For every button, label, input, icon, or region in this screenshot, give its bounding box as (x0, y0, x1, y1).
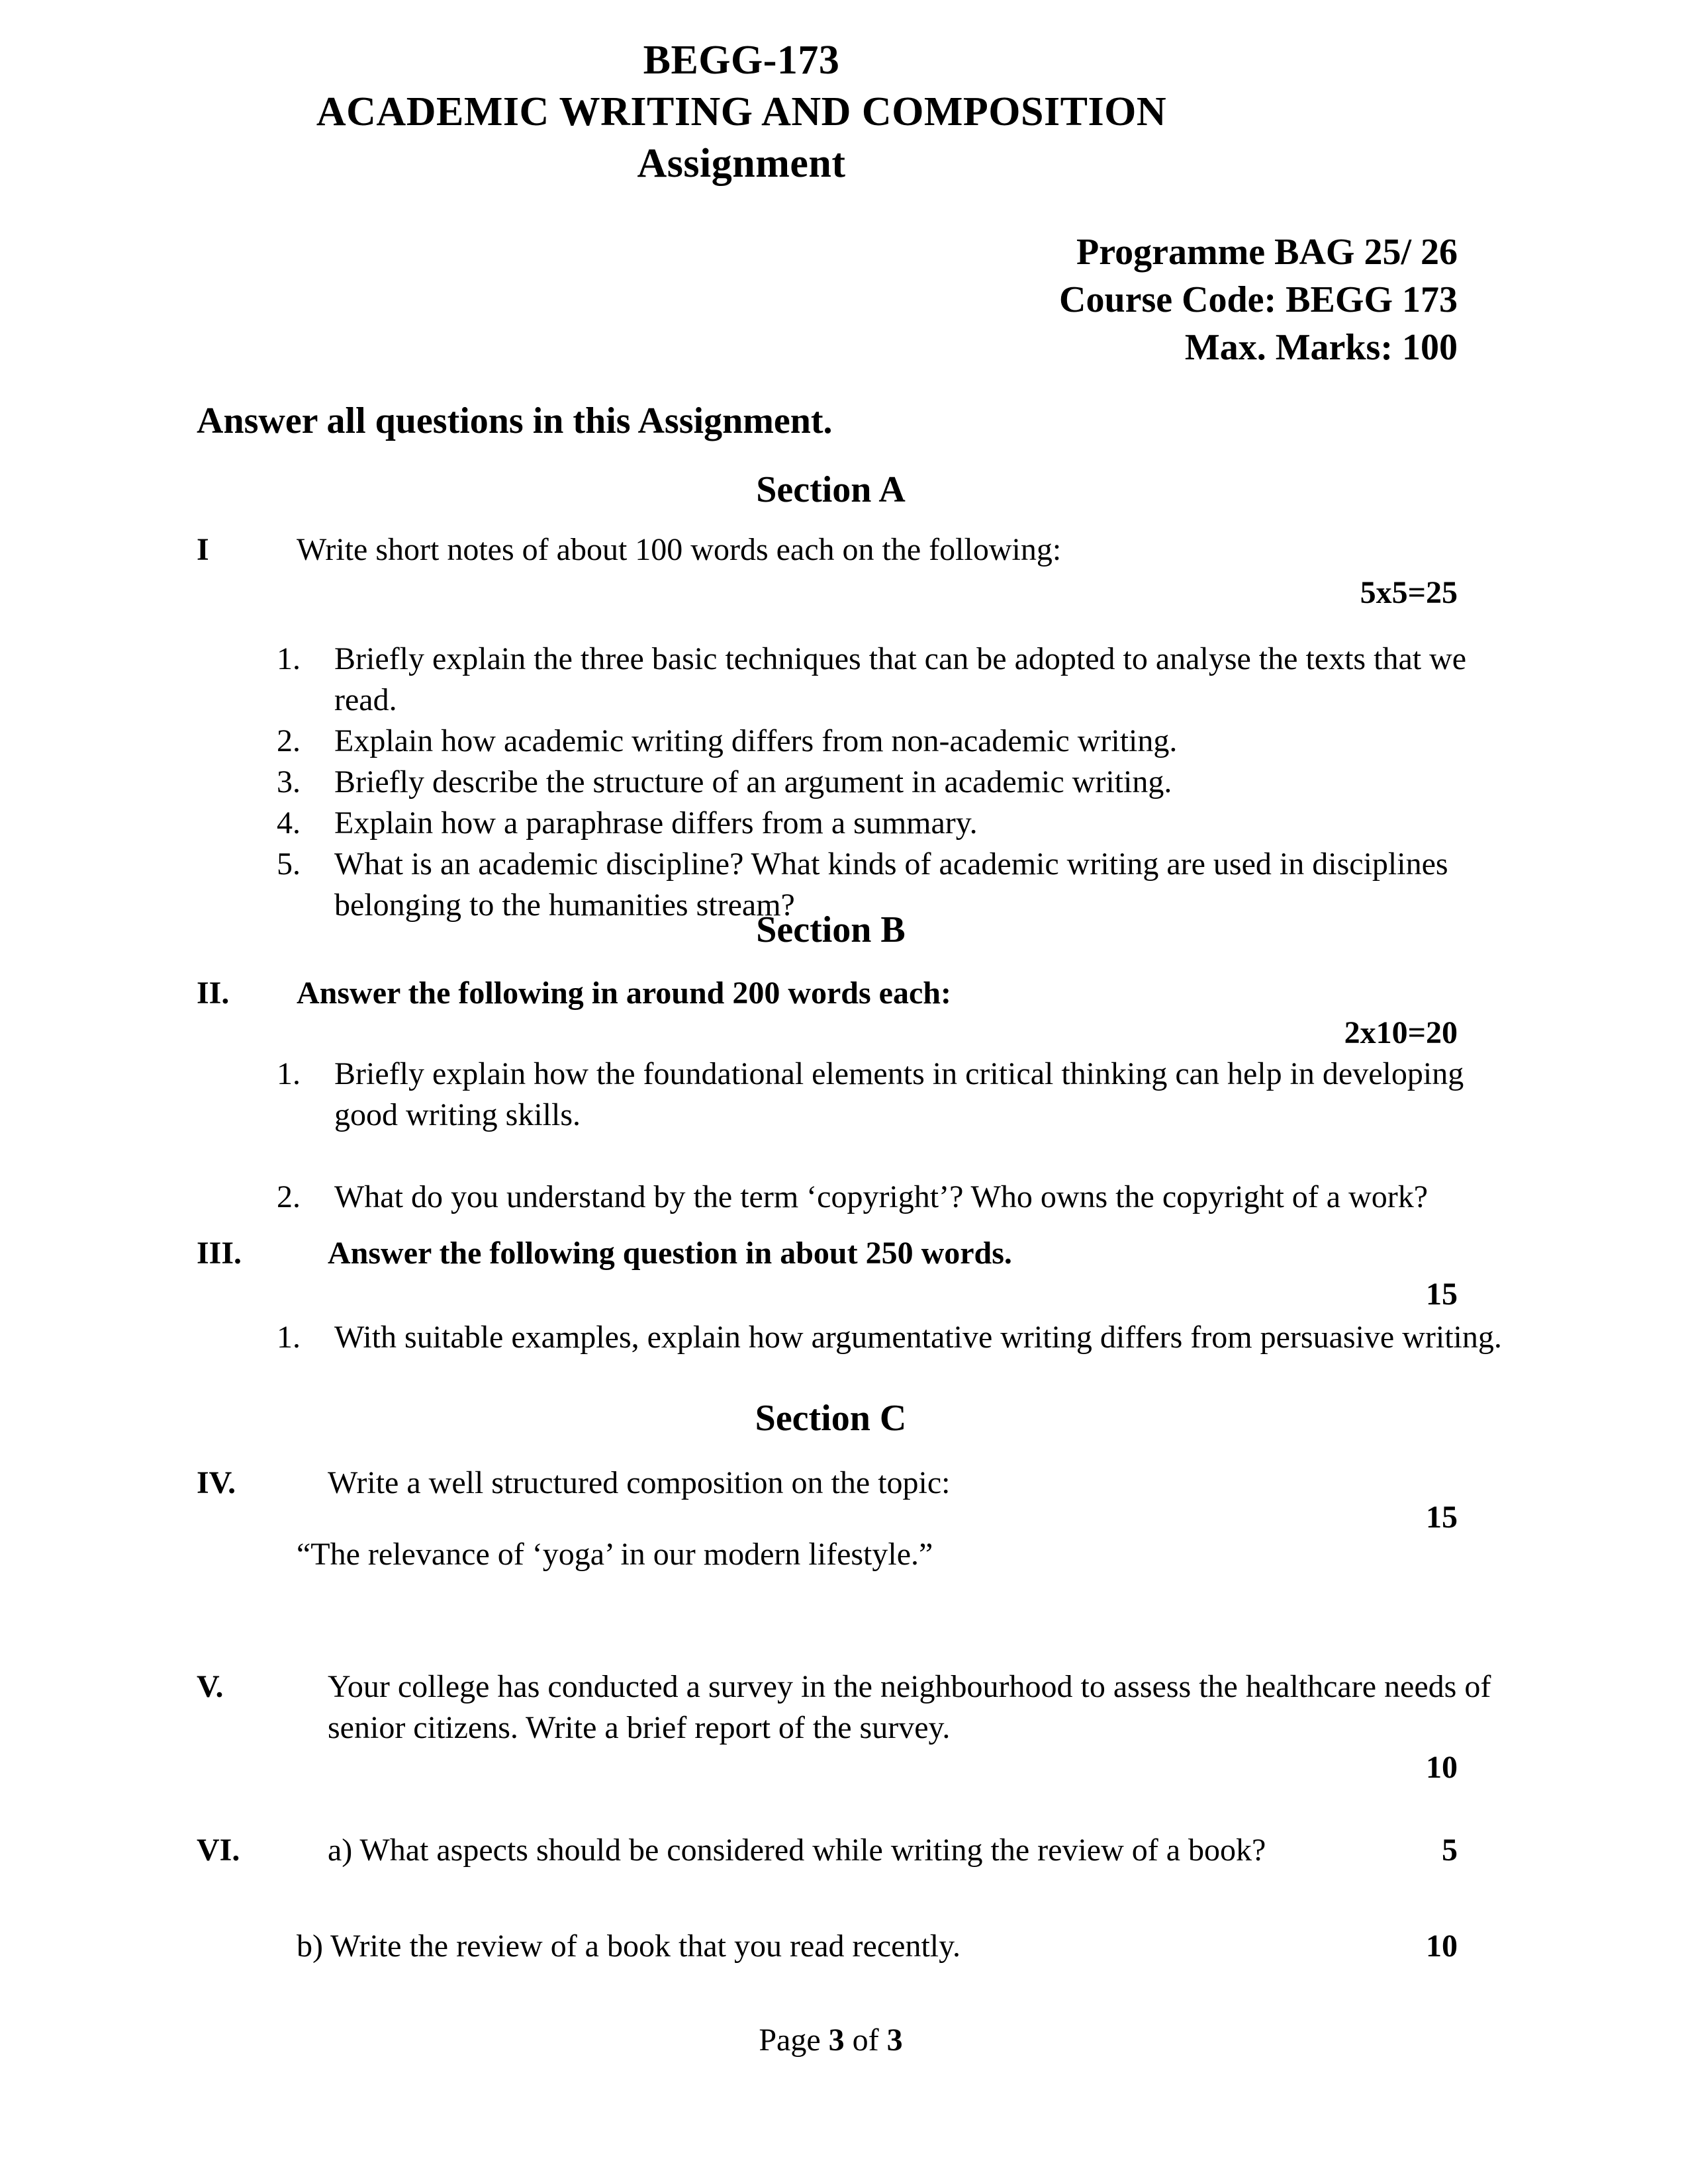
question-2-row (197, 973, 1514, 1014)
list-item-marker: 3. (277, 764, 301, 799)
list-item-text: Briefly explain the three basic techniques that can be adopted to analyse the texts that we read. (334, 641, 1467, 717)
question-2-numeral: II. (197, 976, 230, 1011)
list-item-marker: 5. (277, 846, 301, 882)
list-item-marker: 1. (277, 1056, 301, 1091)
course-code-line: Course Code: BEGG 173 (1059, 279, 1458, 320)
question-5-row (197, 1666, 1514, 1749)
list-item (277, 762, 1521, 803)
question-1-marks: 5x5=25 (1360, 575, 1458, 610)
list-item-text: What is an academic discipline? What kinds of academic writing are used in disciplines belonging to the humanities stream? (334, 846, 1448, 923)
question-5-marks: 10 (1426, 1750, 1458, 1785)
list-item-marker: 4. (277, 805, 301, 841)
list-item-text: What do you understand by the term ‘copyright’? Who owns the copyright of a work? (334, 1179, 1429, 1214)
list-item-text: Explain how academic writing differs from non-academic writing. (334, 723, 1178, 758)
question-4-marks: 15 (1426, 1500, 1458, 1535)
question-2-prompt: Answer the following in around 200 words each: (297, 976, 951, 1011)
question-6-row-a (197, 1830, 1514, 1871)
question-2-marks: 2x10=20 (1344, 1015, 1458, 1050)
course-code-title: BEGG-173 (643, 38, 840, 83)
question-4-topic: “The relevance of ‘yoga’ in our modern lifestyle.” (297, 1537, 933, 1572)
footer-middle: of (844, 2023, 887, 2058)
document-header (0, 34, 1483, 189)
course-title: ACADEMIC WRITING AND COMPOSITION (316, 89, 1167, 134)
list-item (277, 1177, 1521, 1218)
list-item (277, 639, 1521, 721)
question-4-prompt: Write a well structured composition on the topic: (328, 1465, 951, 1500)
question-1-row (197, 529, 1514, 570)
question-6-numeral: VI. (197, 1833, 240, 1868)
list-item (277, 721, 1521, 762)
answer-all-instruction: Answer all questions in this Assignment. (197, 400, 833, 441)
question-6-part-a: a) What aspects should be considered while writing the review of a book? (328, 1833, 1266, 1868)
list-item-marker: 2. (277, 1179, 301, 1214)
document-type: Assignment (637, 141, 846, 186)
list-item (277, 1317, 1521, 1358)
footer-prefix: Page (759, 2023, 829, 2058)
question-4-numeral: IV. (197, 1465, 236, 1500)
question-3-row (197, 1233, 1514, 1274)
list-item-text: Briefly describe the structure of an argument in academic writing. (334, 764, 1172, 799)
section-b-q3-list (277, 1317, 1521, 1358)
question-3-numeral: III. (197, 1236, 242, 1271)
section-a-question-list (277, 639, 1521, 926)
list-item-text: With suitable examples, explain how argumentative writing differs from persuasive writing. (334, 1320, 1502, 1355)
list-item (277, 803, 1521, 844)
question-6-part-a-marks: 5 (1442, 1833, 1458, 1868)
list-item-marker: 1. (277, 1320, 301, 1355)
list-item-text: Briefly explain how the foundational elements in critical thinking can help in developing good writing skills. (334, 1056, 1464, 1132)
section-b-question-list (277, 1054, 1521, 1259)
question-6-part-b: b) Write the review of a book that you read recently. (297, 1929, 961, 1964)
section-b-heading: Section B (756, 909, 906, 950)
question-3-prompt: Answer the following question in about 250 words. (328, 1236, 1012, 1271)
question-1-prompt: Write short notes of about 100 words each on the following: (297, 532, 1062, 567)
page-footer (0, 2020, 1662, 2061)
question-6-part-b-marks: 10 (1426, 1929, 1458, 1964)
list-item-text: Explain how a paraphrase differs from a summary. (334, 805, 978, 841)
programme-line: Programme BAG 25/ 26 (1076, 232, 1458, 273)
list-item (277, 1054, 1521, 1136)
question-1-numeral: I (197, 532, 209, 567)
programme-meta-block (1059, 228, 1458, 371)
question-5-prompt: Your college has conducted a survey in the neighbourhood to assess the healthcare needs of senior citizens. Write a brief report of the survey. (328, 1669, 1491, 1745)
question-5-numeral: V. (197, 1669, 224, 1704)
list-item-marker: 1. (277, 641, 301, 676)
list-item-marker: 2. (277, 723, 301, 758)
question-3-marks: 15 (1426, 1277, 1458, 1312)
section-c-heading: Section C (755, 1398, 907, 1439)
footer-total-pages: 3 (886, 2023, 903, 2058)
footer-current-page: 3 (828, 2023, 845, 2058)
question-4-row (197, 1463, 1514, 1504)
max-marks-line: Max. Marks: 100 (1184, 327, 1458, 368)
section-a-heading: Section A (756, 469, 906, 510)
